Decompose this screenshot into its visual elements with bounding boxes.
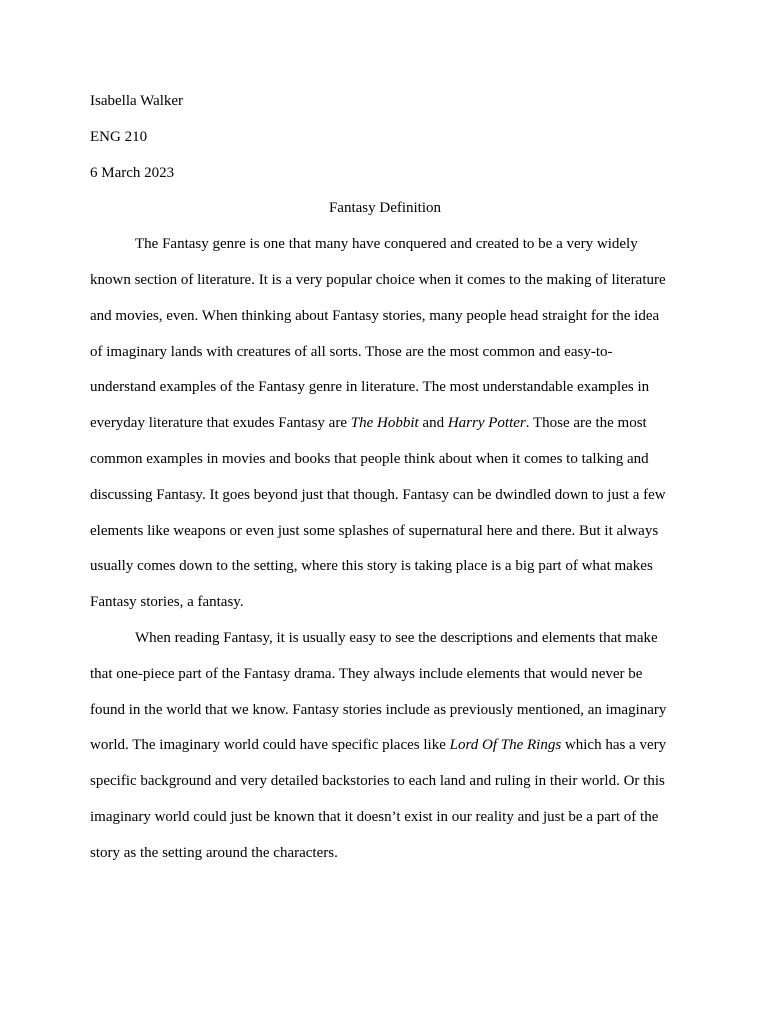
- text-run: . Those are the most: [525, 415, 647, 432]
- book-title-lord-of-the-rings: Lord Of The Rings: [449, 737, 562, 754]
- paragraph-2-line: story as the setting around the characters.: [90, 844, 338, 861]
- author-name: Isabella Walker: [90, 93, 184, 109]
- paragraph-1-line: discussing Fantasy. It goes beyond just that though. Fantasy can be dwindled down to just a few: [90, 486, 666, 503]
- text-run: and: [418, 415, 448, 432]
- paragraph-1-line: [90, 406, 680, 442]
- paragraph-1-line: and movies, even. When thinking about Fantasy stories, many people head straight for the idea: [90, 307, 660, 324]
- paragraph-2-line: imaginary world could just be known that it doesn’t exist in our reality and just be a part of the: [90, 808, 659, 825]
- paragraph-2-line: found in the world that we know. Fantasy stories include as previously mentioned, an imaginary: [90, 701, 667, 718]
- book-title-harry-potter: Harry Potter: [447, 415, 526, 432]
- paragraph-1-line: usually comes down to the setting, where this story is taking place is a big part of what makes: [90, 558, 653, 575]
- text-run: which has a very: [561, 737, 667, 754]
- paragraph-1-line: common examples in movies and books that people think about when it comes to talking and: [90, 450, 649, 467]
- paragraph-2-line: specific background and very detailed backstories to each land and ruling in their world. Or this: [90, 773, 665, 790]
- paragraph-1-line: elements like weapons or even just some splashes of supernatural here and there. But it always: [90, 522, 659, 539]
- paragraph-1-line: The Fantasy genre is one that many have conquered and created to be a very widely: [135, 236, 638, 253]
- paragraph-1-line: understand examples of the Fantasy genre in literature. The most understandable examples in: [90, 379, 650, 396]
- course-code: ENG 210: [90, 128, 148, 145]
- document-body: [90, 84, 680, 872]
- paragraph-2-line: When reading Fantasy, it is usually easy to see the descriptions and elements that make: [135, 629, 658, 646]
- paragraph-2-line: [90, 728, 680, 764]
- text-run: everyday literature that exudes Fantasy are: [90, 415, 351, 432]
- paragraph-1-line: known section of literature. It is a very popular choice when it comes to the making of literature: [90, 271, 666, 288]
- document-date: 6 March 2023: [90, 164, 175, 181]
- paragraph-2-line: that one-piece part of the Fantasy drama. They always include elements that would never be: [90, 665, 643, 682]
- text-run: world. The imaginary world could have specific places like: [90, 737, 450, 754]
- book-title-the-hobbit: The Hobbit: [350, 415, 419, 432]
- paragraph-1-line: Fantasy stories, a fantasy.: [90, 594, 244, 611]
- document-title: Fantasy Definition: [328, 200, 442, 217]
- paragraph-1-line: of imaginary lands with creatures of all sorts. Those are the most common and easy-to-: [90, 343, 613, 360]
